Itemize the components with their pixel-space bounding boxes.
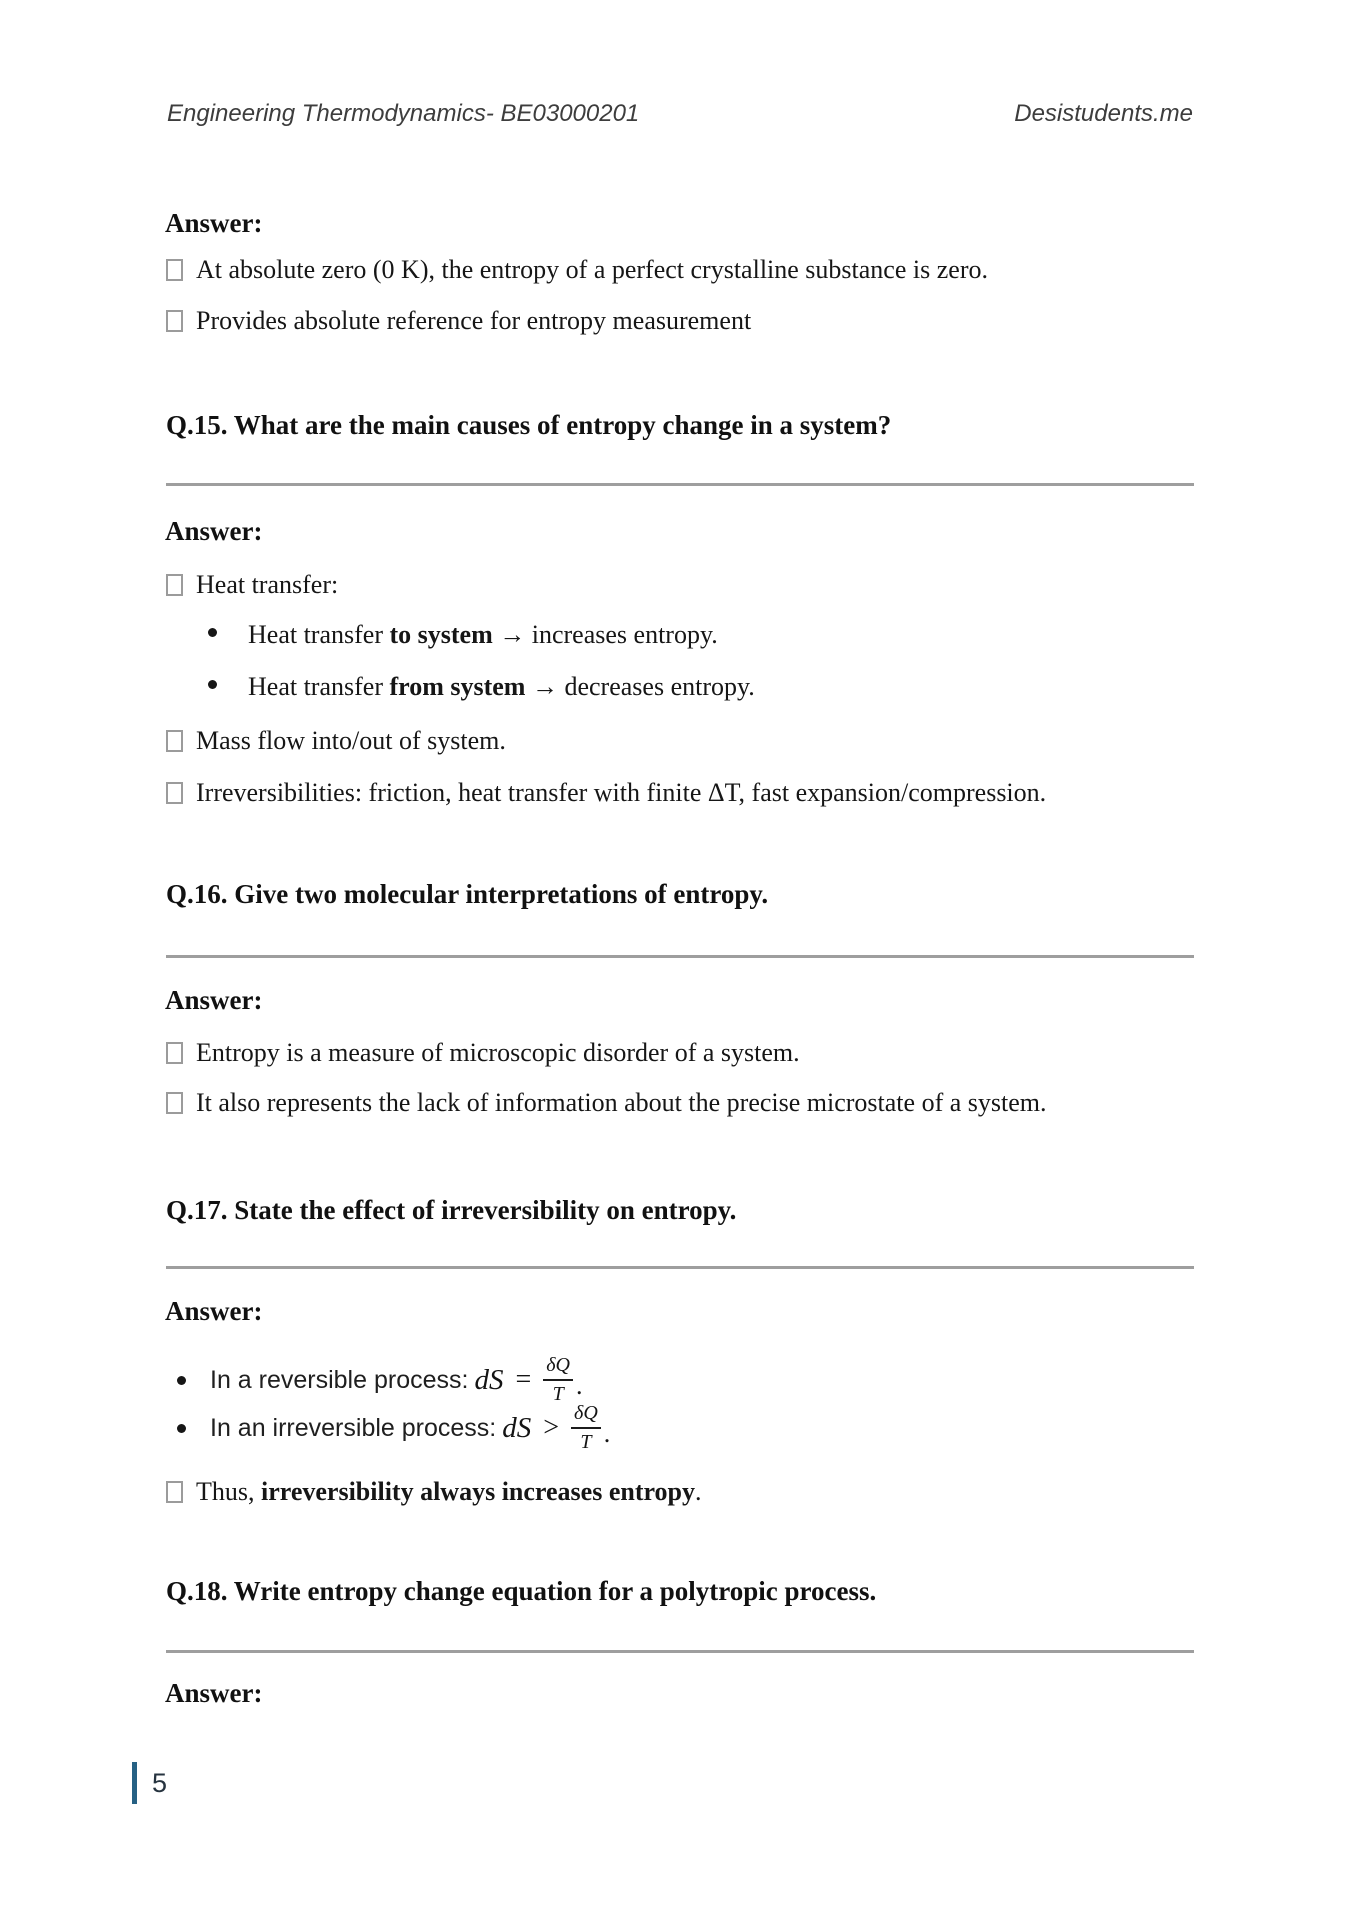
answer-label: Answer: <box>165 1296 263 1326</box>
math-relation: = <box>515 1364 532 1395</box>
conclusion-bold: irreversibility always increases entropy <box>261 1477 696 1506</box>
math-text: In a reversible process: <box>210 1365 469 1394</box>
empty-checkbox-icon <box>166 574 183 596</box>
section-divider <box>166 1650 1194 1653</box>
fraction-numerator: δQ <box>543 1355 573 1381</box>
math-fraction <box>571 1403 601 1453</box>
fraction-denominator: T <box>580 1431 592 1453</box>
sub-bullet-post: → increases entropy. <box>492 620 718 649</box>
page-number-accent-bar <box>132 1762 137 1804</box>
answer-point-text: Provides absolute reference for entropy measurement <box>196 306 752 335</box>
sub-bullet-item <box>208 618 718 652</box>
answer-point-text: At absolute zero (0 K), the entropy of a perfect crystalline substance is zero. <box>196 255 988 284</box>
answer-point-text: It also represents the lack of information about the precise microstate of a system. <box>196 1088 1047 1117</box>
question-heading-q17: Q.17. State the effect of irreversibility on entropy. <box>166 1195 737 1225</box>
math-period: . <box>603 1419 611 1448</box>
page-number: 5 <box>152 1768 168 1798</box>
math-period: . <box>576 1371 583 1400</box>
math-relation: > <box>543 1412 560 1443</box>
answer-point-text: Irreversibilities: friction, heat transfer with finite ΔT, fast expansion/compression. <box>196 778 1047 807</box>
answer-point <box>166 568 338 602</box>
header-site-name: Desistudents.me <box>1014 100 1193 127</box>
sub-bullet-bold: from system <box>389 672 526 701</box>
answer-point-text: Entropy is a measure of microscopic disorder of a system. <box>196 1038 800 1067</box>
answer-point <box>166 1086 1047 1120</box>
empty-checkbox-icon <box>166 259 183 281</box>
conclusion-post: . <box>695 1477 702 1506</box>
sub-bullet-post: → decreases entropy. <box>525 672 755 701</box>
question-heading-q18: Q.18. Write entropy change equation for a polytropic process. <box>166 1576 877 1606</box>
question-heading-q16: Q.16. Give two molecular interpretations of entropy. <box>166 879 769 909</box>
fraction-numerator: δQ <box>571 1403 601 1429</box>
header-course-title: Engineering Thermodynamics- BE03000201 <box>167 100 640 127</box>
answer-label: Answer: <box>165 1678 263 1708</box>
sub-bullet-pre: Heat transfer <box>248 672 390 701</box>
math-variable: dS <box>474 1363 504 1396</box>
empty-checkbox-icon <box>166 1092 183 1114</box>
sub-bullet-pre: Heat transfer <box>248 620 390 649</box>
empty-checkbox-icon <box>166 1481 183 1503</box>
conclusion-pre: Thus, <box>196 1477 261 1506</box>
answer-point-text: Mass flow into/out of system. <box>196 726 506 755</box>
sub-bullet-bold: to system <box>389 620 493 649</box>
fraction-denominator: T <box>552 1383 564 1405</box>
question-heading-q15: Q.15. What are the main causes of entropy change in a system? <box>166 410 892 440</box>
math-text: In an irreversible process: <box>210 1413 497 1442</box>
answer-point <box>166 724 506 758</box>
answer-point-text: Heat transfer: <box>196 570 339 599</box>
math-fraction <box>543 1355 573 1405</box>
answer-label: Answer: <box>165 516 263 546</box>
bullet-dot-icon <box>208 628 217 637</box>
math-bullet-reversible <box>177 1355 583 1405</box>
bullet-dot-icon <box>177 1376 186 1385</box>
answer-conclusion <box>166 1475 702 1509</box>
section-divider <box>166 955 1194 958</box>
answer-label: Answer: <box>165 985 263 1015</box>
section-divider <box>166 483 1194 486</box>
empty-checkbox-icon <box>166 1042 183 1064</box>
empty-checkbox-icon <box>166 310 183 332</box>
math-bullet-irreversible <box>177 1403 610 1453</box>
answer-label: Answer: <box>165 208 263 238</box>
section-divider <box>166 1266 1194 1269</box>
empty-checkbox-icon <box>166 782 183 804</box>
bullet-dot-icon <box>208 680 217 689</box>
answer-point <box>166 304 751 338</box>
answer-point <box>166 1036 800 1070</box>
answer-point <box>166 253 988 287</box>
bullet-dot-icon <box>177 1424 186 1433</box>
empty-checkbox-icon <box>166 730 183 752</box>
math-variable: dS <box>502 1411 532 1444</box>
sub-bullet-item <box>208 670 755 704</box>
answer-point <box>166 776 1046 810</box>
